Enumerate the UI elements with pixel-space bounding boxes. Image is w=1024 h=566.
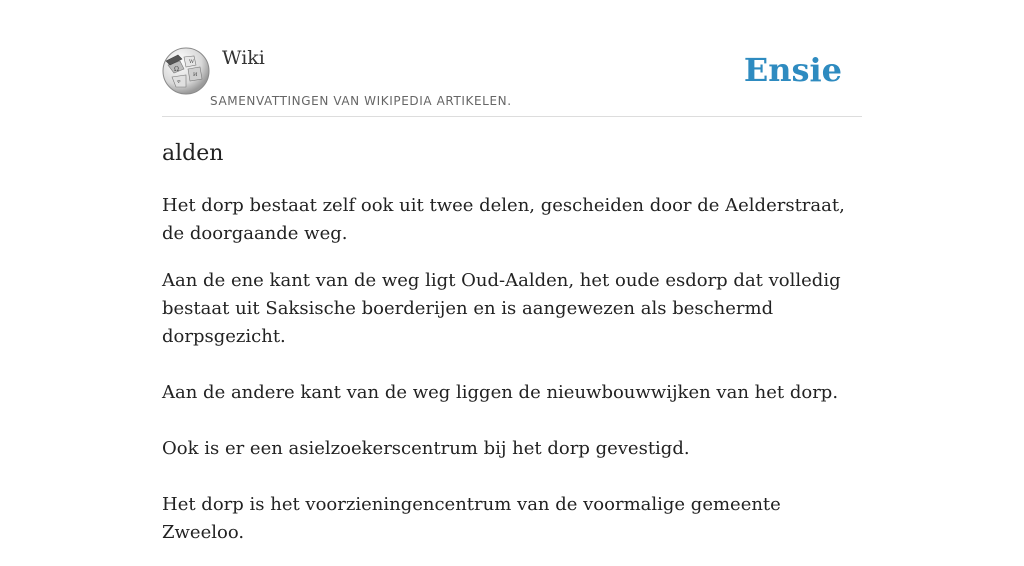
svg-text:ক: ক [177,79,181,85]
article-paragraph: Aan de andere kant van de weg liggen de nieuwbouwwijken van het dorp. [162,382,839,403]
article-paragraph: Aan de ene kant van de weg ligt Oud-Aalden, het oude esdorp dat volledig bestaat uit Saksische boerderijen en is aangewezen als beschermd dorpsgezicht. [162,270,841,347]
article-content [162,138,862,566]
article-paragraph: Het dorp is het voorzieningencentrum van de voormalige gemeente Zweeloo. [162,494,781,543]
article-paragraph: Ook is er een asielzoekerscentrum bij het dorp gevestigd. [162,438,690,459]
site-header [162,40,862,117]
svg-text:W: W [189,59,195,65]
site-tagline: SAMENVATTINGEN VAN WIKIPEDIA ARTIKELEN. [210,94,512,108]
svg-text:Ω: Ω [174,66,179,73]
wikipedia-globe-icon[interactable] [162,47,210,95]
svg-text:И: И [193,72,198,78]
site-label[interactable]: Wiki [222,47,265,69]
article-paragraph: Het dorp bestaat zelf ook uit twee delen, gescheiden door de Aelderstraat, de doorgaande weg. [162,195,845,244]
article-title: alden [162,141,224,166]
brand-logo-link[interactable]: Ensie [743,51,842,89]
